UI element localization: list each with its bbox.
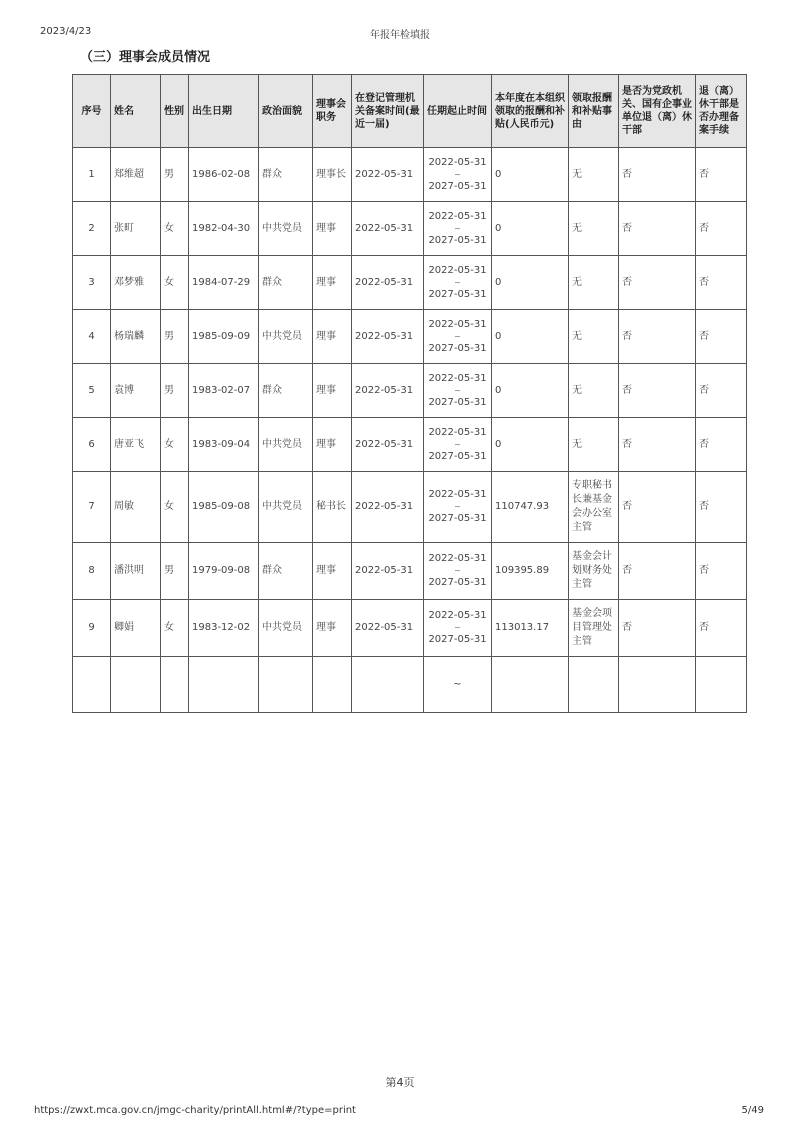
seq-cell: 3 <box>73 256 111 310</box>
role-cell: 理事 <box>313 310 352 364</box>
term-start: 2022-05-31 <box>428 553 487 564</box>
birth-date-cell: 1982-04-30 <box>189 202 259 256</box>
gender-cell: 女 <box>161 202 189 256</box>
role-cell: 理事 <box>313 543 352 600</box>
gender-cell: 女 <box>161 256 189 310</box>
empty-cell <box>189 657 259 713</box>
term-end: 2027-05-31 <box>428 513 487 524</box>
column-header: 理事会职务 <box>313 75 352 148</box>
name-cell: 邓梦雅 <box>111 256 161 310</box>
term-cell <box>424 364 492 418</box>
term-separator: ~ <box>454 277 461 287</box>
pay-cell: 110747.93 <box>492 472 569 543</box>
term-end: 2027-05-31 <box>428 634 487 645</box>
term-end: 2027-05-31 <box>428 577 487 588</box>
role-cell: 理事长 <box>313 148 352 202</box>
retired-filed-cell: 否 <box>696 600 747 657</box>
term-separator: ~ <box>454 223 461 233</box>
retired-filed-cell: 否 <box>696 418 747 472</box>
table-row <box>73 148 747 202</box>
name-cell: 郑维超 <box>111 148 161 202</box>
term-cell <box>424 256 492 310</box>
filing-date-cell: 2022-05-31 <box>352 472 424 543</box>
table-row <box>73 418 747 472</box>
role-cell: 理事 <box>313 418 352 472</box>
political-status-cell: 中共党员 <box>259 202 313 256</box>
pay-cell: 0 <box>492 310 569 364</box>
filing-date-cell: 2022-05-31 <box>352 364 424 418</box>
term-separator: ~ <box>454 502 461 511</box>
table-row <box>73 202 747 256</box>
term-cell <box>424 543 492 600</box>
term-end: 2027-05-31 <box>428 234 487 246</box>
birth-date-cell: 1983-09-04 <box>189 418 259 472</box>
print-url: https://zwxt.mca.gov.cn/jmgc-charity/printAll.html#/?type=print <box>34 1105 356 1116</box>
pay-cell: 0 <box>492 418 569 472</box>
term-end: 2027-05-31 <box>428 342 487 354</box>
reason-cell: 基金会计划财务处主管 <box>569 543 619 600</box>
political-status-cell: 中共党员 <box>259 472 313 543</box>
retired-cell: 否 <box>619 256 696 310</box>
seq-cell: 4 <box>73 310 111 364</box>
column-header: 退（离）休干部是否办理备案手续 <box>696 75 747 148</box>
retired-cell: 否 <box>619 600 696 657</box>
pay-cell: 113013.17 <box>492 600 569 657</box>
name-cell: 卿娟 <box>111 600 161 657</box>
term-cell <box>424 310 492 364</box>
political-status-cell: 群众 <box>259 364 313 418</box>
political-status-cell: 群众 <box>259 148 313 202</box>
pay-cell: 0 <box>492 202 569 256</box>
term-start: 2022-05-31 <box>428 426 487 438</box>
pay-cell: 0 <box>492 256 569 310</box>
council-members-table <box>72 74 747 713</box>
birth-date-cell: 1986-02-08 <box>189 148 259 202</box>
name-cell: 唐亚飞 <box>111 418 161 472</box>
reason-cell: 无 <box>569 310 619 364</box>
retired-cell: 否 <box>619 472 696 543</box>
retired-cell: 否 <box>619 310 696 364</box>
seq-cell: 2 <box>73 202 111 256</box>
empty-cell <box>161 657 189 713</box>
birth-date-cell: 1979-09-08 <box>189 543 259 600</box>
column-header: 在登记管理机关备案时间(最近一届) <box>352 75 424 148</box>
table-body <box>73 148 747 713</box>
table-row <box>73 364 747 418</box>
political-status-cell: 中共党员 <box>259 418 313 472</box>
seq-cell: 5 <box>73 364 111 418</box>
role-cell: 理事 <box>313 364 352 418</box>
column-header: 姓名 <box>111 75 161 148</box>
term-separator: ~ <box>454 385 461 395</box>
birth-date-cell: 1983-12-02 <box>189 600 259 657</box>
retired-cell: 否 <box>619 148 696 202</box>
table-row <box>73 600 747 657</box>
term-start: 2022-05-31 <box>428 489 487 500</box>
seq-cell: 6 <box>73 418 111 472</box>
term-start: 2022-05-31 <box>428 610 487 621</box>
retired-filed-cell: 否 <box>696 202 747 256</box>
seq-cell: 1 <box>73 148 111 202</box>
column-header: 本年度在本组织领取的报酬和补贴(人民币元) <box>492 75 569 148</box>
retired-filed-cell: 否 <box>696 472 747 543</box>
filing-date-cell: 2022-05-31 <box>352 256 424 310</box>
table-row <box>73 256 747 310</box>
pay-cell: 0 <box>492 364 569 418</box>
political-status-cell: 群众 <box>259 543 313 600</box>
term-cell <box>424 202 492 256</box>
seq-cell: 7 <box>73 472 111 543</box>
empty-cell <box>259 657 313 713</box>
name-cell: 杨瑞麟 <box>111 310 161 364</box>
political-status-cell: 中共党员 <box>259 310 313 364</box>
term-start: 2022-05-31 <box>428 264 487 276</box>
role-cell: 秘书长 <box>313 472 352 543</box>
retired-filed-cell: 否 <box>696 148 747 202</box>
section-title: （三）理事会成员情况 <box>80 50 211 65</box>
empty-cell <box>492 657 569 713</box>
term-separator: ~ <box>454 439 461 449</box>
name-cell: 周敏 <box>111 472 161 543</box>
name-cell: 潘洪明 <box>111 543 161 600</box>
column-header: 政治面貌 <box>259 75 313 148</box>
filing-date-cell: 2022-05-31 <box>352 310 424 364</box>
seq-cell: 8 <box>73 543 111 600</box>
term-start: 2022-05-31 <box>428 318 487 330</box>
name-cell: 张町 <box>111 202 161 256</box>
retired-filed-cell: 否 <box>696 364 747 418</box>
reason-cell: 无 <box>569 418 619 472</box>
filing-date-cell: 2022-05-31 <box>352 543 424 600</box>
political-status-cell: 中共党员 <box>259 600 313 657</box>
column-header: 任期起止时间 <box>424 75 492 148</box>
term-cell: ~ <box>424 657 492 713</box>
role-cell: 理事 <box>313 202 352 256</box>
gender-cell: 男 <box>161 148 189 202</box>
filing-date-cell: 2022-05-31 <box>352 418 424 472</box>
term-end: 2027-05-31 <box>428 450 487 462</box>
column-header: 性别 <box>161 75 189 148</box>
reason-cell: 无 <box>569 364 619 418</box>
reason-cell: 无 <box>569 148 619 202</box>
birth-date-cell: 1983-02-07 <box>189 364 259 418</box>
reason-cell: 无 <box>569 256 619 310</box>
column-header: 领取报酬和补贴事由 <box>569 75 619 148</box>
seq-cell: 9 <box>73 600 111 657</box>
gender-cell: 男 <box>161 543 189 600</box>
table-row <box>73 310 747 364</box>
term-cell <box>424 600 492 657</box>
table-row-empty <box>73 657 747 713</box>
term-separator: ~ <box>454 331 461 341</box>
term-start: 2022-05-31 <box>428 156 487 168</box>
term-end: 2027-05-31 <box>428 288 487 300</box>
gender-cell: 女 <box>161 472 189 543</box>
column-header: 出生日期 <box>189 75 259 148</box>
name-cell: 袁博 <box>111 364 161 418</box>
table-header-row <box>73 75 747 148</box>
term-separator: ~ <box>454 169 461 179</box>
empty-cell <box>696 657 747 713</box>
role-cell: 理事 <box>313 600 352 657</box>
empty-cell <box>619 657 696 713</box>
filing-date-cell: 2022-05-31 <box>352 202 424 256</box>
page-number: 第4页 <box>385 1076 415 1089</box>
reason-cell: 无 <box>569 202 619 256</box>
retired-filed-cell: 否 <box>696 543 747 600</box>
column-header: 是否为党政机关、国有企事业单位退（离）休干部 <box>619 75 696 148</box>
table-row <box>73 543 747 600</box>
gender-cell: 男 <box>161 310 189 364</box>
term-start: 2022-05-31 <box>428 372 487 384</box>
filing-date-cell: 2022-05-31 <box>352 148 424 202</box>
column-header: 序号 <box>73 75 111 148</box>
table-row <box>73 472 747 543</box>
term-end: 2027-05-31 <box>428 180 487 192</box>
empty-cell <box>569 657 619 713</box>
term-cell <box>424 148 492 202</box>
empty-cell <box>73 657 111 713</box>
term-cell <box>424 418 492 472</box>
political-status-cell: 群众 <box>259 256 313 310</box>
filing-date-cell: 2022-05-31 <box>352 600 424 657</box>
term-end: 2027-05-31 <box>428 396 487 408</box>
print-date: 2023/4/23 <box>40 26 92 37</box>
pay-cell: 109395.89 <box>492 543 569 600</box>
term-start: 2022-05-31 <box>428 210 487 222</box>
birth-date-cell: 1984-07-29 <box>189 256 259 310</box>
term-separator: ~ <box>454 623 461 632</box>
gender-cell: 男 <box>161 364 189 418</box>
retired-filed-cell: 否 <box>696 256 747 310</box>
print-page-count: 5/49 <box>741 1105 764 1116</box>
empty-cell <box>111 657 161 713</box>
empty-cell <box>313 657 352 713</box>
reason-cell: 专职秘书长兼基金会办公室主管 <box>569 472 619 543</box>
retired-cell: 否 <box>619 543 696 600</box>
retired-cell: 否 <box>619 364 696 418</box>
birth-date-cell: 1985-09-09 <box>189 310 259 364</box>
term-cell <box>424 472 492 543</box>
term-separator: ~ <box>454 566 461 575</box>
reason-cell: 基金会项目管理处主管 <box>569 600 619 657</box>
empty-cell <box>352 657 424 713</box>
retired-cell: 否 <box>619 202 696 256</box>
birth-date-cell: 1985-09-08 <box>189 472 259 543</box>
gender-cell: 女 <box>161 600 189 657</box>
retired-filed-cell: 否 <box>696 310 747 364</box>
gender-cell: 女 <box>161 418 189 472</box>
retired-cell: 否 <box>619 418 696 472</box>
print-title: 年报年检填报 <box>370 30 430 41</box>
pay-cell: 0 <box>492 148 569 202</box>
role-cell: 理事 <box>313 256 352 310</box>
